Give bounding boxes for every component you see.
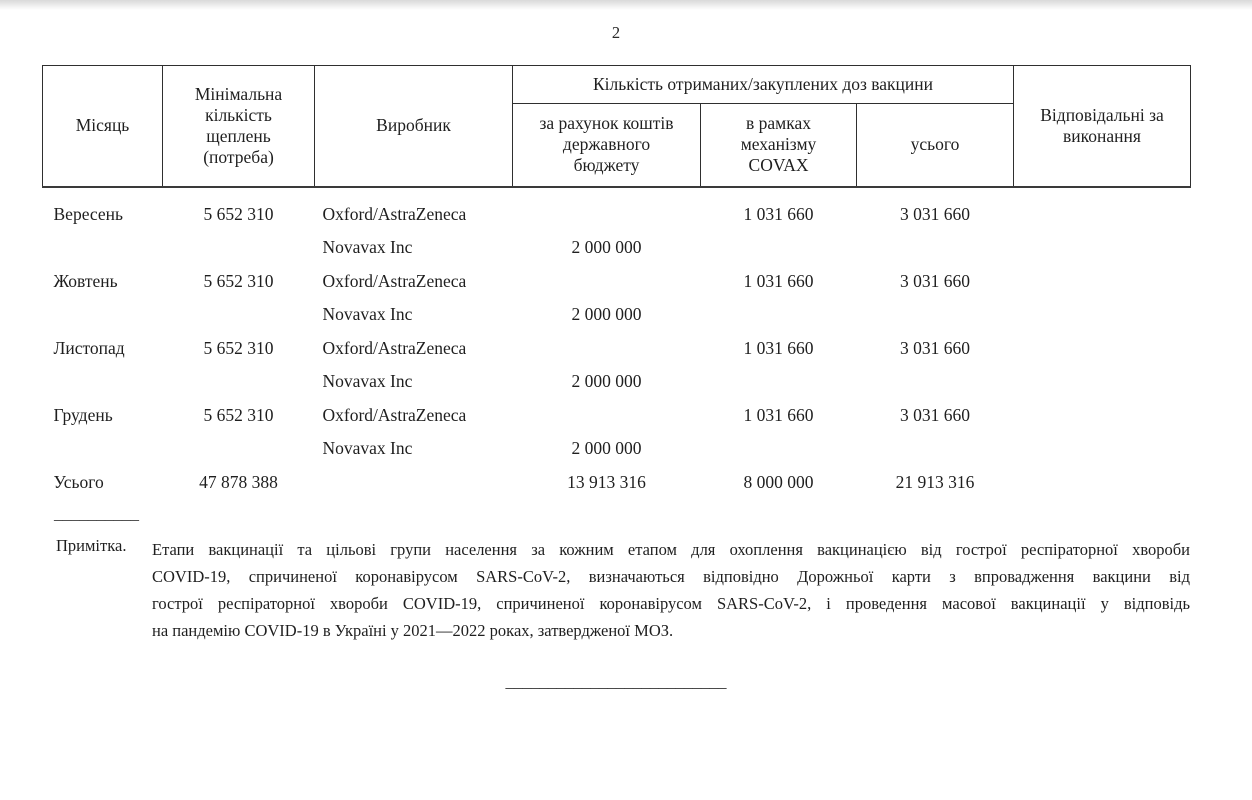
table-row	[43, 231, 1191, 265]
header-line: (потреба)	[203, 146, 274, 167]
table-cell: 3 031 660	[900, 337, 970, 358]
table-cell: 47 878 388	[199, 471, 278, 492]
table-cell	[1014, 332, 1191, 366]
table-cell: Вересень	[53, 203, 123, 224]
table-cell	[163, 298, 315, 332]
table-row	[43, 187, 1191, 232]
table-cell	[513, 265, 701, 299]
table-row	[43, 466, 1191, 500]
table-cell	[1014, 365, 1191, 399]
table-cell	[857, 231, 1014, 265]
note-label: Примітка.	[56, 536, 127, 555]
table-body	[43, 187, 1191, 500]
table-cell: 13 913 316	[567, 471, 646, 492]
footnote-separator: __________	[54, 504, 139, 523]
note-line: гострої респіраторної хвороби COVID-19, спричиненої коронавірусом SARS-CoV-2, і проведення масової вакцинації у відповідь	[152, 594, 1190, 613]
table-row	[43, 365, 1191, 399]
header-line: за рахунок коштів	[539, 113, 674, 134]
table-cell: Oxford/AstraZeneca	[322, 270, 467, 291]
table-cell: 5 652 310	[203, 203, 274, 224]
table-cell: Oxford/AstraZeneca	[322, 404, 467, 425]
table-cell	[1014, 231, 1191, 265]
table-cell: 5 652 310	[203, 337, 274, 358]
table-cell: 5 652 310	[203, 270, 274, 291]
table-cell	[43, 432, 163, 466]
column-header-responsible	[1014, 66, 1191, 187]
header-line: Відповідальні за	[1040, 104, 1164, 125]
table-header	[43, 66, 1191, 187]
table-cell: 1 031 660	[743, 203, 814, 224]
table-cell: Novavax Inc	[322, 237, 413, 258]
table-cell	[43, 231, 163, 265]
table-cell: 2 000 000	[571, 304, 642, 325]
table-cell: 3 031 660	[900, 270, 970, 291]
table-cell	[857, 298, 1014, 332]
table-cell: Усього	[53, 471, 104, 492]
table-cell: 2 000 000	[571, 237, 642, 258]
header-line: COVAX	[748, 155, 809, 176]
header-line: виконання	[1063, 125, 1141, 146]
column-header-state-budget	[513, 104, 701, 187]
table-cell	[1014, 432, 1191, 466]
table-cell	[701, 365, 857, 399]
table-cell: Novavax Inc	[322, 304, 413, 325]
table-cell: Жовтень	[53, 270, 118, 291]
header-line: механізму	[740, 134, 817, 155]
table-cell: 1 031 660	[743, 404, 814, 425]
table-cell: Oxford/AstraZeneca	[322, 203, 467, 224]
signature-line: __________________________	[505, 672, 727, 691]
table-cell: 2 000 000	[571, 438, 642, 459]
table-cell: 8 000 000	[743, 471, 814, 492]
table-row	[43, 298, 1191, 332]
header-line: Мінімальна	[194, 83, 283, 104]
table-cell: Грудень	[53, 404, 113, 425]
table-row	[43, 265, 1191, 299]
note-line: на пандемію COVID-19 в Україні у 2021—2022 роках, затвердженої МОЗ.	[152, 621, 674, 640]
header-line: щеплень	[206, 125, 271, 146]
header-line: бюджету	[573, 155, 640, 176]
column-header-month: Місяць	[43, 66, 163, 187]
table-cell: 1 031 660	[743, 337, 814, 358]
table-cell: 5 652 310	[203, 404, 274, 425]
table-cell: 3 031 660	[900, 404, 970, 425]
table-cell: 2 000 000	[571, 371, 642, 392]
header-line: державного	[562, 134, 651, 155]
table-cell	[163, 231, 315, 265]
table-cell: Oxford/AstraZeneca	[322, 337, 467, 358]
table-cell	[701, 432, 857, 466]
table-cell	[701, 298, 857, 332]
table-cell	[1014, 399, 1191, 433]
table-cell	[43, 298, 163, 332]
note-text	[152, 536, 1190, 644]
table-cell	[513, 332, 701, 366]
note-line: Етапи вакцинації та цільові групи населення за кожним етапом для охоплення вакцинацією від гострої респіраторної хвороби	[152, 540, 1190, 559]
table-cell	[163, 365, 315, 399]
table-cell	[1014, 187, 1191, 232]
table-row	[43, 332, 1191, 366]
table-cell	[857, 432, 1014, 466]
table-cell	[1014, 466, 1191, 500]
column-header-doses-group: Кількість отриманих/закуплених доз вакцини	[513, 66, 1014, 104]
table-cell	[1014, 265, 1191, 299]
vaccine-doses-table	[42, 65, 1191, 499]
column-header-min-count	[163, 66, 315, 187]
table-cell	[857, 365, 1014, 399]
table-row	[43, 399, 1191, 433]
table-cell	[513, 187, 701, 232]
table-cell: Листопад	[53, 337, 125, 358]
table-cell	[315, 466, 513, 500]
table-cell	[513, 399, 701, 433]
table-cell: Novavax Inc	[322, 438, 413, 459]
table-cell: 3 031 660	[900, 203, 970, 224]
header-line: в рамках	[746, 113, 811, 134]
page-content	[42, 0, 1190, 800]
table-cell	[1014, 298, 1191, 332]
column-header-manufacturer: Виробник	[315, 66, 513, 187]
table-cell: 1 031 660	[743, 270, 814, 291]
column-header-total: усього	[857, 104, 1014, 187]
table-cell: 21 913 316	[895, 471, 975, 492]
note-line: COVID-19, спричиненої коронавірусом SARS-CoV-2, визначаються відповідно Дорожньої карти з впровадження вакцини від	[152, 567, 1190, 586]
column-header-covax	[701, 104, 857, 187]
table-row	[43, 432, 1191, 466]
header-line: кількість	[205, 104, 272, 125]
page-number: 2	[611, 23, 621, 42]
table-cell	[43, 365, 163, 399]
table-cell	[163, 432, 315, 466]
table-cell: Novavax Inc	[322, 371, 413, 392]
table-cell	[701, 231, 857, 265]
